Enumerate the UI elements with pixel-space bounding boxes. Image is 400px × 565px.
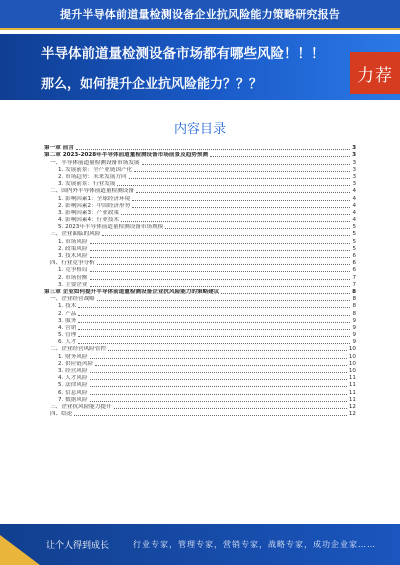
toc-entry-label: 2. 市场份额 <box>58 274 88 281</box>
toc-leader-dots <box>114 408 347 409</box>
toc-leader-dots <box>121 214 350 215</box>
toc-entry-page: 8 <box>352 288 356 295</box>
toc-entry-page: 3 <box>352 145 356 152</box>
toc-entry[interactable] <box>44 195 356 202</box>
toc-entry-label: 2. 影响因素2：中国经济形势 <box>58 202 131 209</box>
footer-corner-decoration <box>0 535 40 565</box>
toc-entry-page: 6 <box>352 260 356 267</box>
toc-leader-dots <box>90 372 347 373</box>
toc-entry-page: 5 <box>352 245 356 252</box>
toc-entry-page: 5 <box>352 238 356 245</box>
toc-entry-page: 4 <box>352 209 356 216</box>
toc-leader-dots <box>102 235 350 236</box>
toc-entry-page: 6 <box>352 253 356 259</box>
toc-entry[interactable] <box>44 382 356 389</box>
toc-leader-dots <box>90 386 347 387</box>
toc-entry[interactable] <box>44 389 356 396</box>
toc-entry[interactable] <box>44 145 356 152</box>
toc-entry-page: 5 <box>352 224 356 231</box>
toc-leader-dots <box>165 228 350 229</box>
toc-leader-dots <box>90 401 347 402</box>
hero-subheadline: 那么，如何提升企业抗风险能力？？？ <box>41 77 263 92</box>
toc-entry[interactable] <box>44 253 356 260</box>
toc-entry-label: 1. 竞争格局 <box>58 267 88 274</box>
toc-entry-label: 1. 发展前景：全产业链国产化 <box>58 166 133 173</box>
toc-entry-page: 3 <box>352 181 356 188</box>
toc-entry[interactable] <box>44 274 356 281</box>
toc-leader-dots <box>78 329 350 330</box>
toc-leader-dots <box>142 164 351 165</box>
toc-leader-dots <box>78 343 350 344</box>
table-of-contents <box>44 145 356 418</box>
toc-entry-page: 9 <box>352 317 356 324</box>
toc-leader-dots <box>90 379 347 380</box>
toc-entry-label: 4. 人才风险 <box>58 375 88 382</box>
toc-entry-label: 三、企业抗风险能力提升 <box>50 403 112 410</box>
toc-entry-page: 4 <box>352 188 356 195</box>
toc-entry-label: 2. 政策风险 <box>58 245 88 252</box>
toc-entry-page: 7 <box>352 274 356 281</box>
toc-entry-label: 3. 影响因素3：产业政策 <box>58 209 120 216</box>
toc-entry[interactable] <box>44 159 356 166</box>
toc-entry-page: 10 <box>348 368 356 374</box>
toc-leader-dots <box>78 307 350 308</box>
toc-leader-dots <box>90 257 351 258</box>
toc-entry[interactable] <box>44 353 356 360</box>
footer-slogan: 让个人得到成长 <box>46 541 110 551</box>
toc-entry[interactable] <box>44 411 356 418</box>
footer-bar <box>0 524 400 565</box>
toc-entry-label: 第三章 企业如何提升半导体前道量检测设备企业抗风险能力的策略建议 <box>44 288 220 295</box>
toc-entry-label: 一、企业经营战略 <box>50 296 95 303</box>
toc-entry[interactable] <box>44 346 356 353</box>
toc-leader-dots <box>90 243 351 244</box>
toc-entry[interactable] <box>44 310 356 317</box>
toc-entry-page: 3 <box>352 166 356 173</box>
toc-leader-dots <box>95 365 347 366</box>
toc-entry-page: 10 <box>348 346 356 353</box>
toc-entry[interactable] <box>44 174 356 181</box>
toc-leader-dots <box>210 156 350 157</box>
toc-entry[interactable] <box>44 260 356 267</box>
toc-leader-dots <box>97 264 351 265</box>
toc-entry-label: 3. 主要企业 <box>58 281 88 288</box>
toc-entry[interactable] <box>44 404 356 411</box>
footer-experts: 行业专家，管理专家，营销专家，战略专家，成功企业家…… <box>133 540 376 549</box>
toc-leader-dots <box>108 350 347 351</box>
toc-leader-dots <box>132 200 350 201</box>
toc-entry-label: 5. 法律风险 <box>58 382 88 389</box>
toc-entry-label: 1. 市场风险 <box>58 238 88 245</box>
toc-leader-dots <box>90 286 351 287</box>
toc-entry-label: 2. 产品 <box>58 310 77 317</box>
toc-leader-dots <box>74 415 346 416</box>
toc-entry[interactable] <box>44 361 356 368</box>
toc-entry[interactable] <box>44 181 356 188</box>
toc-leader-dots <box>121 221 350 222</box>
toc-entry-label: 三、企业面临的风险 <box>50 231 101 238</box>
toc-entry-label: 3. 技术风险 <box>58 253 88 259</box>
toc-entry-page: 9 <box>352 339 356 346</box>
toc-entry-page: 10 <box>348 360 356 367</box>
toc-entry[interactable] <box>44 167 356 174</box>
toc-entry-label: 3. 发展前景：行业发展 <box>58 181 116 188</box>
toc-entry[interactable] <box>44 289 356 296</box>
toc-entry-page: 12 <box>348 411 356 418</box>
toc-entry-label: 2. 供应链风险 <box>58 360 94 367</box>
hero-headline: 半导体前道量检测设备市场都有哪些风险！！！ <box>41 46 325 62</box>
toc-leader-dots <box>97 300 351 301</box>
toc-entry-label: 一、半导体前道量检测设备市场发展 <box>50 159 140 166</box>
toc-entry-page: 12 <box>348 403 356 410</box>
toc-entry-page: 8 <box>352 296 356 303</box>
report-title: 提升半导体前道量检测设备企业抗风险能力策略研究报告 <box>60 8 340 21</box>
toc-leader-dots <box>90 279 351 280</box>
toc-entry-page: 3 <box>352 173 356 180</box>
toc-entry-label: 3. 经营风险 <box>58 368 88 374</box>
toc-entry[interactable] <box>44 339 356 346</box>
toc-entry[interactable] <box>44 203 356 210</box>
toc-entry[interactable] <box>44 368 356 375</box>
toc-entry-label: 2. 市场趋势：未来发展方向 <box>58 173 127 180</box>
toc-entry-label: 四、行业竞争分析 <box>50 260 95 267</box>
toc-entry-page: 9 <box>352 332 356 339</box>
toc-entry-page: 7 <box>352 281 356 288</box>
toc-entry-label: 四、结论 <box>50 411 73 418</box>
toc-entry-label: 第二章 2023-2028年半导体前道量检测设备市场前景及趋势预测 <box>44 152 209 159</box>
toc-leader-dots <box>221 293 350 294</box>
toc-entry-label: 3. 服务 <box>58 317 77 324</box>
toc-entry-label: 7. 数据风险 <box>58 396 88 403</box>
recommend-stamp <box>350 52 400 94</box>
toc-entry-label: 6. 信息风险 <box>58 389 88 396</box>
toc-leader-dots <box>76 149 350 150</box>
toc-entry-label: 第一章 前言 <box>44 145 74 152</box>
toc-leader-dots <box>78 336 350 337</box>
toc-entry-page: 3 <box>352 152 356 159</box>
toc-entry-label: 1. 财务风险 <box>58 353 88 360</box>
toc-leader-dots <box>129 178 351 179</box>
toc-entry[interactable] <box>44 238 356 245</box>
toc-entry[interactable] <box>44 267 356 274</box>
toc-entry-page: 11 <box>348 382 356 389</box>
toc-entry[interactable] <box>44 375 356 382</box>
toc-entry[interactable] <box>44 296 356 303</box>
toc-entry[interactable] <box>44 210 356 217</box>
toc-entry-page: 4 <box>352 217 356 224</box>
toc-entry-page: 4 <box>352 195 356 202</box>
toc-leader-dots <box>90 394 347 395</box>
toc-entry-page: 10 <box>348 353 356 360</box>
toc-entry-page: 11 <box>348 389 356 396</box>
toc-entry[interactable] <box>44 303 356 310</box>
toc-entry[interactable] <box>44 217 356 224</box>
toc-leader-dots <box>132 207 350 208</box>
toc-entry-label: 4. 影响因素4：行业技术 <box>58 217 120 224</box>
toc-entry-label: 5. 2023年半导体前道量检测设备市场规模 <box>58 224 164 231</box>
toc-entry[interactable] <box>44 397 356 404</box>
header-bar <box>0 0 400 28</box>
header-divider <box>0 28 400 30</box>
toc-leader-dots <box>78 315 350 316</box>
toc-entry-label: 二、企业经营风险管控 <box>50 346 106 353</box>
hero-banner <box>0 34 400 100</box>
toc-leader-dots <box>90 358 347 359</box>
toc-entry-page: 11 <box>348 396 356 403</box>
toc-entry[interactable] <box>44 224 356 231</box>
toc-entry-page: 11 <box>348 375 356 382</box>
toc-leader-dots <box>136 192 351 193</box>
toc-leader-dots <box>90 271 351 272</box>
toc-entry[interactable] <box>44 188 356 195</box>
toc-title: 内容目录 <box>173 122 226 137</box>
toc-leader-dots <box>134 171 350 172</box>
stamp-label: 力荐 <box>357 65 393 86</box>
toc-entry-page: 4 <box>352 202 356 209</box>
toc-leader-dots <box>117 185 350 186</box>
toc-entry-page: 6 <box>352 267 356 274</box>
toc-entry[interactable] <box>44 231 356 238</box>
toc-entry[interactable] <box>44 152 356 159</box>
toc-entry-label: 二、国内外半导体前道量检测设备 <box>50 188 134 195</box>
toc-leader-dots <box>90 250 351 251</box>
toc-entry[interactable] <box>44 332 356 339</box>
toc-entry[interactable] <box>44 325 356 332</box>
toc-entry-label: 1. 影响因素1：全球经济环境 <box>58 195 131 202</box>
toc-entry[interactable] <box>44 318 356 325</box>
toc-entry-page: 8 <box>352 310 356 317</box>
toc-entry-label: 5. 管理 <box>58 332 77 339</box>
toc-entry-page: 5 <box>352 231 356 238</box>
toc-entry-page: 9 <box>352 324 356 331</box>
toc-leader-dots <box>78 322 350 323</box>
toc-entry-label: 4. 营销 <box>58 324 77 331</box>
toc-entry-label: 1. 技术 <box>58 303 77 310</box>
toc-entry[interactable] <box>44 246 356 253</box>
toc-entry-page: 3 <box>352 159 356 166</box>
toc-entry[interactable] <box>44 282 356 289</box>
toc-entry-page: 8 <box>352 303 356 310</box>
toc-entry-label: 6. 人才 <box>58 339 77 346</box>
